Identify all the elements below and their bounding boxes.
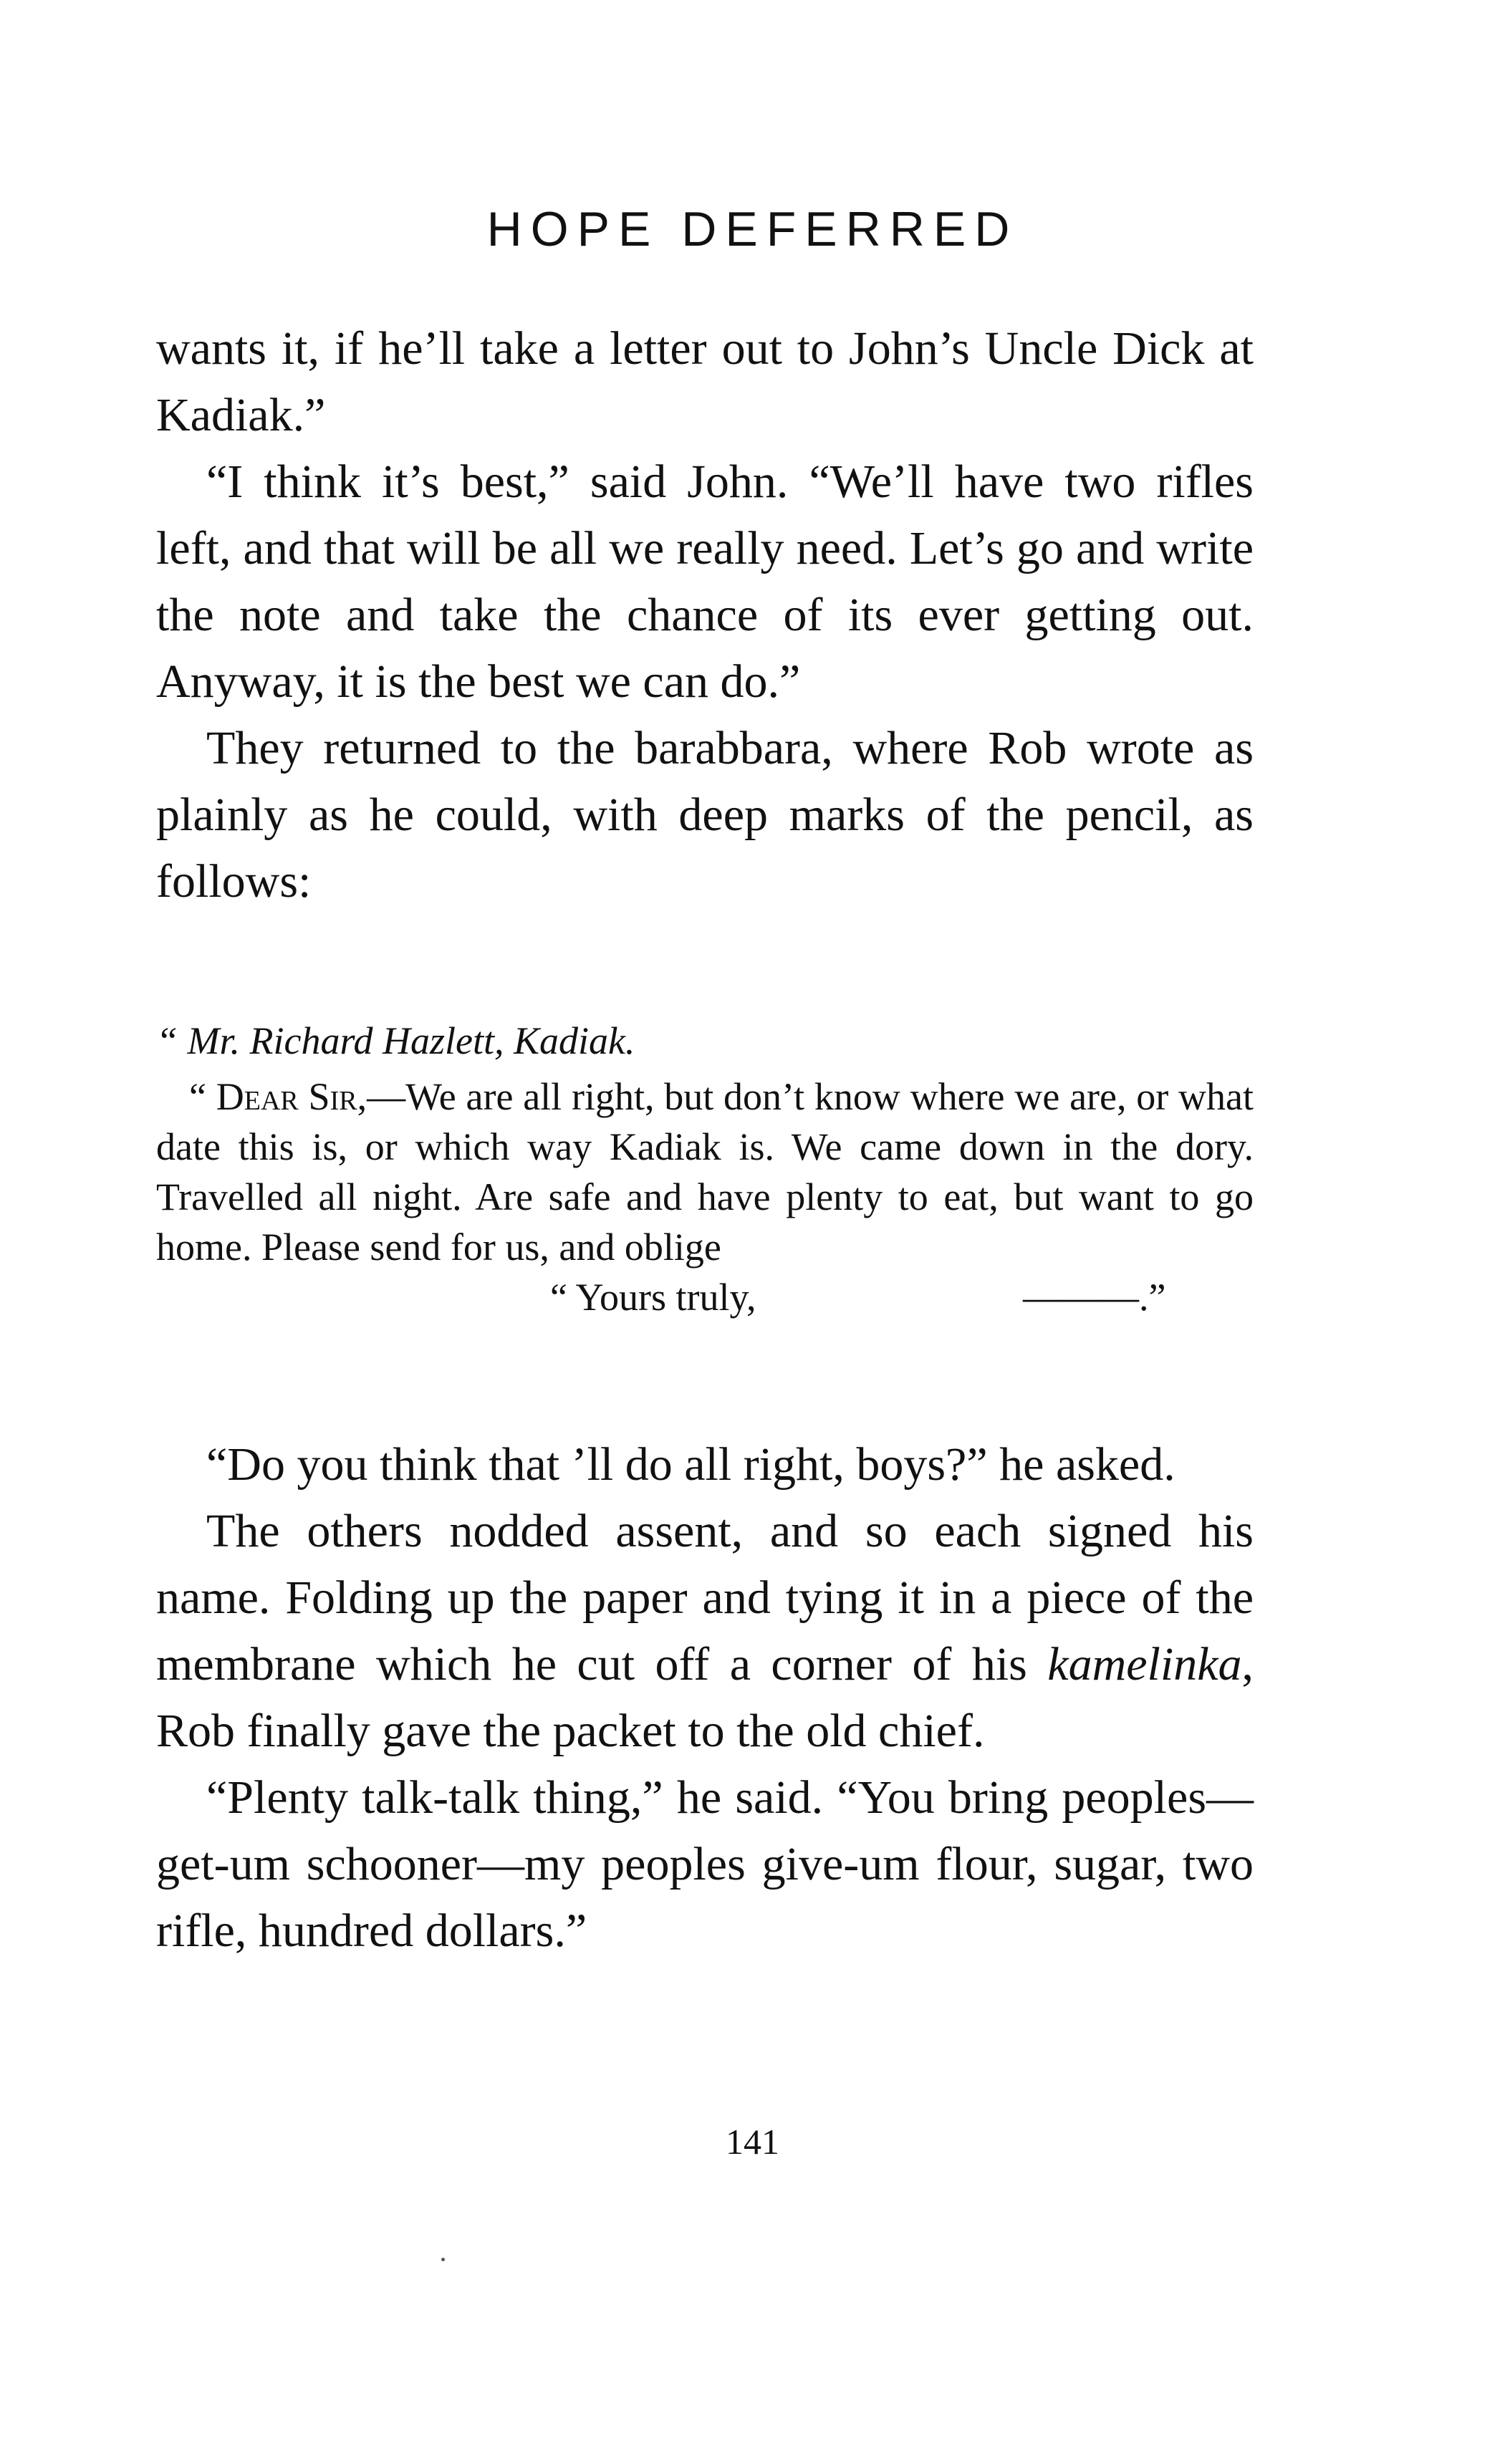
paragraph: They returned to the barabbara, where Rob wrote as plainly as he could, with deep marks of the pencil, as follows: (156, 722, 1254, 908)
italic-word: kamelinka (1047, 1638, 1242, 1690)
text-block-top (156, 315, 1254, 915)
paragraph: “Do you think that ’ll do all right, boys?” he asked. (206, 1438, 1175, 1491)
letter-salutation: Dear Sir (216, 1075, 357, 1118)
letter-text: ,—We are all right, but don’t know where we are, or what date this is, or which way Kadiak is. We came down in the dory. Travelled all night. Are safe and have plenty to eat, but want to go home. Please send for us, and oblige (156, 1075, 1254, 1269)
letter-closing: “ Yours truly, (550, 1276, 756, 1319)
paragraph-text: , Rob finally gave the packet to the old chief. (156, 1638, 1254, 1757)
paragraph (156, 1498, 1254, 1764)
text-block-bottom (156, 1431, 1254, 1964)
paragraph-text: The others nodded assent, and so each signed his name. Folding up the paper and tying it in a piece of the membrane which he cut off a corner of his (156, 1505, 1254, 1690)
paragraph: “Plenty talk-talk thing,” he said. “You bring peoples—get-um schooner—my peoples give-um flour, sugar, two rifle, hundred dollars.” (156, 1771, 1254, 1957)
letter-signature: ———.” (1023, 1276, 1166, 1319)
paragraph: “I think it’s best,” said John. “We’ll have two rifles left, and that will be all we really need. Let’s go and write the note and take the chance of its ever getting out. Anyway, it is the best we can do.” (156, 456, 1254, 708)
paragraph-continued: wants it, if he’ll take a letter out to John’s Uncle Dick at Kadiak.” (156, 322, 1254, 441)
letter-block (156, 1016, 1254, 1322)
letter-closing-line (156, 1272, 1254, 1322)
running-head: HOPE DEFERRED (486, 202, 1019, 256)
print-speck (441, 2258, 445, 2261)
page-number: 141 (726, 2122, 779, 2162)
letter-open-quote: “ (189, 1075, 216, 1118)
letter-body (156, 1072, 1254, 1272)
letter-addressee: “ Mr. Richard Hazlett, Kadiak. (156, 1019, 635, 1062)
